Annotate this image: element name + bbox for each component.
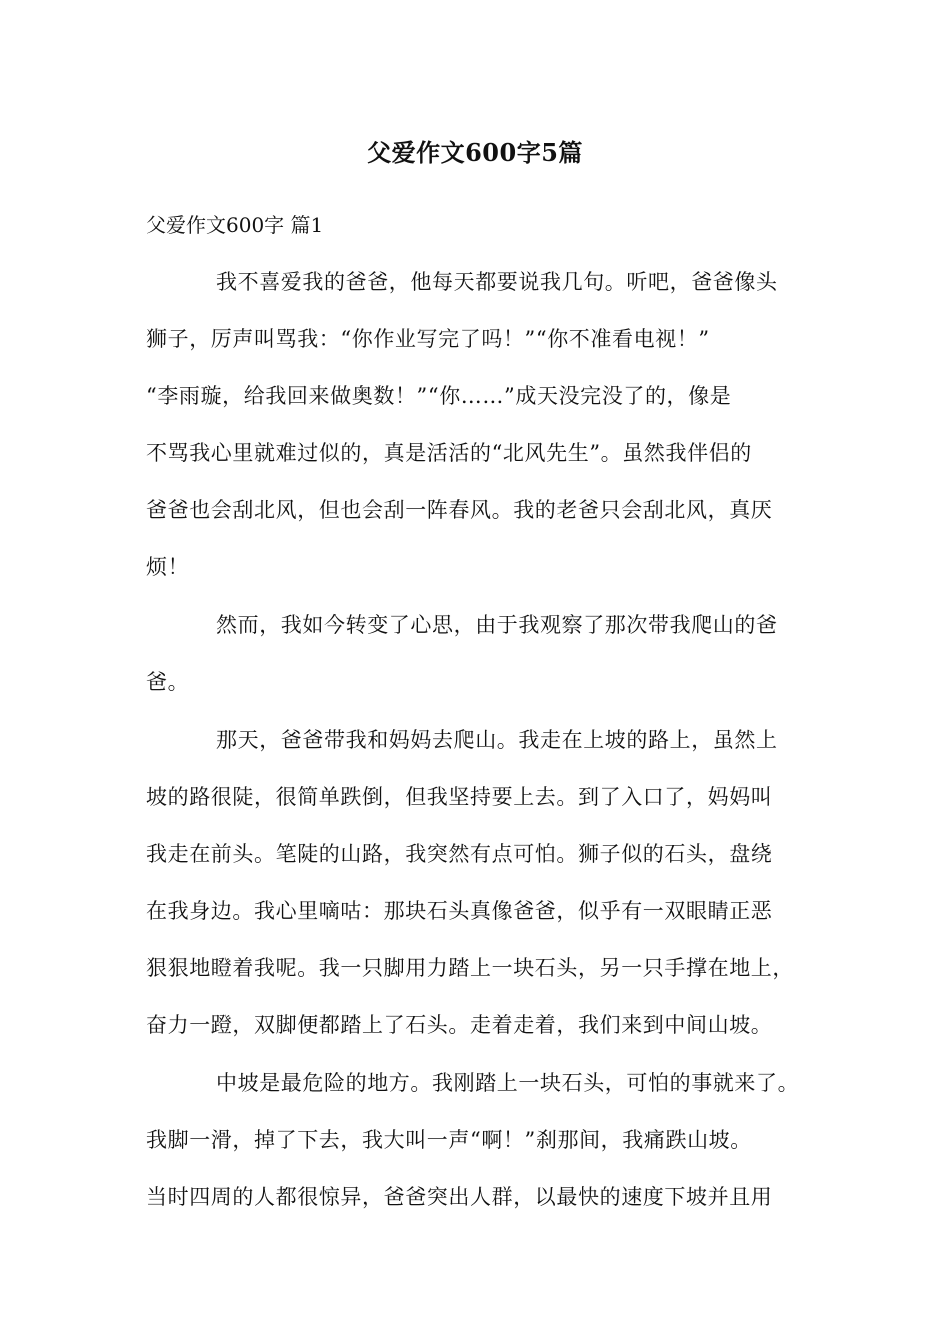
body-line: 中坡是最危险的地方。我刚踏上一块石头，可怕的事就来了。	[216, 1071, 800, 1095]
document-title: 父爱作文600字5篇	[367, 138, 583, 167]
body-line: 那天，爸爸带我和妈妈去爬山。我走在上坡的路上，虽然上	[216, 728, 778, 752]
body-line: 然而，我如今转变了心思，由于我观察了那次带我爬山的爸	[216, 613, 778, 637]
body-line: 狠狠地瞪着我呢。我一只脚用力踏上一块石头，另一只手撑在地上，	[146, 956, 794, 980]
body-line: 在我身边。我心里嘀咕：那块石头真像爸爸，似乎有一双眼睛正恶	[146, 899, 773, 923]
body-line: “李雨璇，给我回来做奥数！”“你……”成天没完没了的，像是	[146, 384, 732, 408]
body-line: 奋力一蹬，双脚便都踏上了石头。走着走着，我们来到中间山坡。	[146, 1013, 773, 1037]
section-heading: 父爱作文600字 篇1	[146, 213, 324, 237]
body-line: 不骂我心里就难过似的，真是活活的“北风先生”。虽然我伴侣的	[146, 441, 752, 465]
body-line: 狮子，厉声叫骂我：“你作业写完了吗！”“你不准看电视！”	[146, 327, 710, 351]
body-line: 当时四周的人都很惊异，爸爸突出人群，以最快的速度下坡并且用	[146, 1185, 773, 1209]
body-line: 坡的路很陡，很简单跌倒，但我坚持要上去。到了入口了，妈妈叫	[146, 785, 773, 809]
body-line: 我走在前头。笔陡的山路，我突然有点可怕。狮子似的石头，盘绕	[146, 842, 773, 866]
body-line: 我脚一滑，掉了下去，我大叫一声“啊！”刹那间，我痛跌山坡。	[146, 1128, 752, 1152]
body-line: 烦！	[146, 555, 190, 579]
body-line: 我不喜爱我的爸爸，他每天都要说我几句。听吧，爸爸像头	[216, 270, 778, 294]
body-line: 爸爸也会刮北风，但也会刮一阵春风。我的老爸只会刮北风，真厌	[146, 498, 773, 522]
body-line: 爸。	[146, 670, 190, 694]
